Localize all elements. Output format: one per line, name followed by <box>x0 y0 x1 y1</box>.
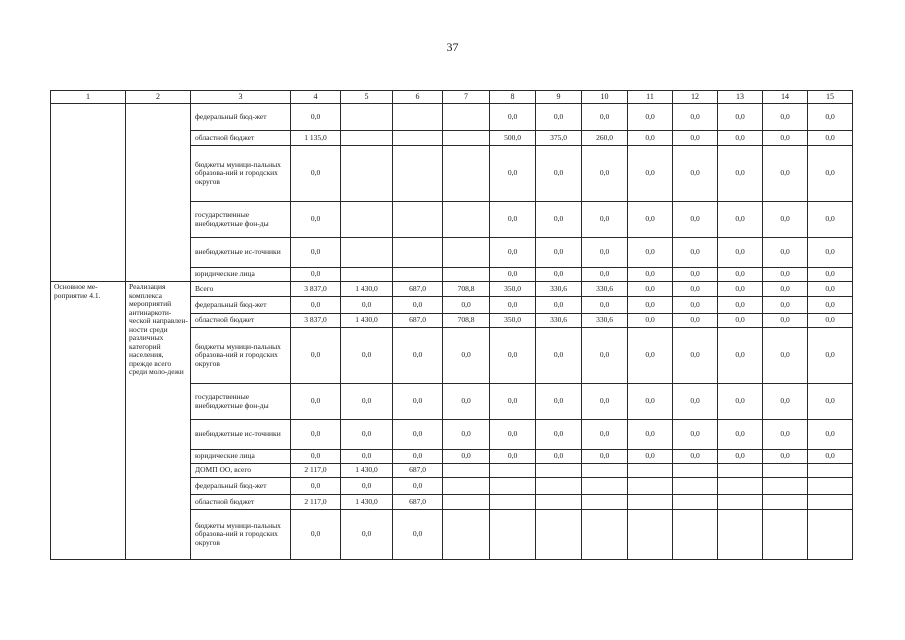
value-cell <box>536 495 582 510</box>
header-cell: 3 <box>191 91 291 104</box>
value-cell: 0,0 <box>808 282 853 297</box>
value-cell <box>393 202 443 238</box>
value-cell: 260,0 <box>582 131 628 146</box>
value-cell <box>393 238 443 268</box>
value-cell <box>763 478 808 495</box>
value-cell <box>341 202 393 238</box>
value-cell: 0,0 <box>536 202 582 238</box>
value-cell: 330,6 <box>536 282 582 297</box>
value-cell: 0,0 <box>673 450 718 464</box>
funding-source-label: областной бюджет <box>191 131 291 146</box>
value-cell: 0,0 <box>291 478 341 495</box>
value-cell: 0,0 <box>582 202 628 238</box>
value-cell <box>341 104 393 131</box>
header-cell: 5 <box>341 91 393 104</box>
value-cell: 0,0 <box>808 328 853 384</box>
value-cell <box>393 146 443 202</box>
header-cell: 13 <box>718 91 763 104</box>
value-cell: 0,0 <box>673 297 718 314</box>
value-cell <box>393 104 443 131</box>
value-cell: 0,0 <box>718 450 763 464</box>
header-row <box>51 91 853 104</box>
value-cell: 0,0 <box>443 384 490 420</box>
funding-source-label: федеральный бюд-жет <box>191 478 291 495</box>
value-cell: 0,0 <box>536 450 582 464</box>
funding-source-label: областной бюджет <box>191 495 291 510</box>
value-cell: 375,0 <box>536 131 582 146</box>
value-cell <box>763 495 808 510</box>
value-cell <box>443 268 490 282</box>
funding-source-label: Всего <box>191 282 291 297</box>
value-cell: 0,0 <box>628 420 673 450</box>
value-cell <box>763 464 808 478</box>
value-cell: 0,0 <box>291 384 341 420</box>
value-cell: 0,0 <box>393 384 443 420</box>
value-cell: 0,0 <box>291 146 341 202</box>
value-cell <box>718 510 763 560</box>
value-cell: 0,0 <box>628 314 673 328</box>
value-cell: 0,0 <box>808 146 853 202</box>
value-cell: 500,0 <box>490 131 536 146</box>
value-cell: 0,0 <box>718 420 763 450</box>
value-cell <box>582 510 628 560</box>
value-cell <box>443 131 490 146</box>
value-cell: 0,0 <box>718 202 763 238</box>
budget-table <box>50 90 853 560</box>
value-cell: 0,0 <box>673 268 718 282</box>
value-cell <box>763 510 808 560</box>
value-cell: 0,0 <box>341 510 393 560</box>
value-cell <box>341 238 393 268</box>
value-cell: 1 430,0 <box>341 464 393 478</box>
funding-source-label: федеральный бюд-жет <box>191 104 291 131</box>
funding-source-label: бюджеты муници-пальных образова-ний и городских округов <box>191 328 291 384</box>
value-cell <box>536 478 582 495</box>
value-cell <box>582 478 628 495</box>
value-cell <box>393 131 443 146</box>
value-cell: 0,0 <box>393 328 443 384</box>
value-cell: 0,0 <box>808 238 853 268</box>
value-cell: 687,0 <box>393 282 443 297</box>
value-cell: 0,0 <box>582 104 628 131</box>
value-cell <box>443 104 490 131</box>
value-cell: 0,0 <box>808 131 853 146</box>
value-cell: 0,0 <box>628 384 673 420</box>
value-cell: 0,0 <box>628 297 673 314</box>
value-cell: 0,0 <box>808 450 853 464</box>
value-cell <box>673 464 718 478</box>
funding-source-label: бюджеты муници-пальных образова-ний и городских округов <box>191 510 291 560</box>
value-cell: 0,0 <box>628 202 673 238</box>
value-cell <box>628 495 673 510</box>
value-cell: 0,0 <box>443 328 490 384</box>
header-cell: 10 <box>582 91 628 104</box>
value-cell: 0,0 <box>291 238 341 268</box>
value-cell: 0,0 <box>808 420 853 450</box>
funding-source-label: юридические лица <box>191 268 291 282</box>
value-cell: 708,8 <box>443 282 490 297</box>
header-cell: 11 <box>628 91 673 104</box>
funding-source-label: федеральный бюд-жет <box>191 297 291 314</box>
value-cell: 0,0 <box>490 202 536 238</box>
funding-source-label: внебюджетные ис-точники <box>191 420 291 450</box>
header-cell: 14 <box>763 91 808 104</box>
value-cell <box>443 146 490 202</box>
header-cell: 4 <box>291 91 341 104</box>
value-cell: 0,0 <box>808 104 853 131</box>
header-cell: 1 <box>51 91 126 104</box>
value-cell: 0,0 <box>536 420 582 450</box>
table-row <box>51 282 853 297</box>
value-cell: 0,0 <box>673 146 718 202</box>
value-cell: 0,0 <box>808 297 853 314</box>
value-cell: 0,0 <box>291 420 341 450</box>
value-cell: 0,0 <box>718 131 763 146</box>
value-cell: 0,0 <box>763 282 808 297</box>
header-cell: 8 <box>490 91 536 104</box>
value-cell: 0,0 <box>763 314 808 328</box>
value-cell: 0,0 <box>291 328 341 384</box>
value-cell: 0,0 <box>393 510 443 560</box>
value-cell <box>443 510 490 560</box>
description-cell <box>126 104 191 282</box>
value-cell <box>341 268 393 282</box>
value-cell: 0,0 <box>341 478 393 495</box>
value-cell <box>341 131 393 146</box>
value-cell: 0,0 <box>341 328 393 384</box>
value-cell <box>443 464 490 478</box>
value-cell <box>673 478 718 495</box>
value-cell: 0,0 <box>673 384 718 420</box>
header-cell: 9 <box>536 91 582 104</box>
value-cell: 0,0 <box>582 420 628 450</box>
value-cell: 0,0 <box>582 238 628 268</box>
value-cell: 0,0 <box>628 450 673 464</box>
page-number: 37 <box>446 40 459 54</box>
value-cell: 0,0 <box>808 314 853 328</box>
value-cell <box>443 238 490 268</box>
value-cell <box>582 464 628 478</box>
value-cell: 0,0 <box>291 510 341 560</box>
value-cell: 0,0 <box>808 202 853 238</box>
value-cell: 0,0 <box>673 314 718 328</box>
value-cell: 0,0 <box>628 238 673 268</box>
value-cell: 0,0 <box>628 131 673 146</box>
value-cell: 0,0 <box>808 384 853 420</box>
value-cell <box>718 495 763 510</box>
value-cell <box>628 478 673 495</box>
value-cell: 0,0 <box>673 420 718 450</box>
value-cell: 0,0 <box>628 146 673 202</box>
value-cell: 0,0 <box>628 268 673 282</box>
activity-cell <box>51 104 126 282</box>
value-cell: 0,0 <box>718 238 763 268</box>
value-cell: 1 135,0 <box>291 131 341 146</box>
value-cell: 0,0 <box>763 297 808 314</box>
value-cell <box>443 495 490 510</box>
value-cell: 0,0 <box>628 328 673 384</box>
value-cell: 0,0 <box>490 104 536 131</box>
value-cell <box>490 464 536 478</box>
value-cell: 0,0 <box>718 314 763 328</box>
value-cell: 1 430,0 <box>341 314 393 328</box>
header-cell: 15 <box>808 91 853 104</box>
value-cell: 2 117,0 <box>291 495 341 510</box>
value-cell: 3 837,0 <box>291 282 341 297</box>
value-cell: 0,0 <box>718 104 763 131</box>
value-cell <box>443 478 490 495</box>
value-cell: 0,0 <box>291 297 341 314</box>
value-cell: 0,0 <box>718 282 763 297</box>
value-cell: 330,6 <box>582 282 628 297</box>
value-cell: 0,0 <box>628 104 673 131</box>
activity-cell: Основное ме-роприятие 4.1. <box>51 282 126 560</box>
funding-source-label: областной бюджет <box>191 314 291 328</box>
value-cell <box>628 464 673 478</box>
value-cell: 708,8 <box>443 314 490 328</box>
value-cell: 0,0 <box>490 238 536 268</box>
value-cell <box>490 510 536 560</box>
value-cell: 0,0 <box>763 384 808 420</box>
value-cell: 0,0 <box>582 268 628 282</box>
value-cell <box>582 495 628 510</box>
value-cell: 0,0 <box>490 420 536 450</box>
funding-source-label: государственные внебюджетные фон-ды <box>191 384 291 420</box>
value-cell <box>443 202 490 238</box>
value-cell: 1 430,0 <box>341 495 393 510</box>
value-cell: 0,0 <box>718 384 763 420</box>
value-cell: 0,0 <box>763 131 808 146</box>
value-cell: 0,0 <box>443 450 490 464</box>
value-cell: 0,0 <box>536 146 582 202</box>
funding-source-label: юридические лица <box>191 450 291 464</box>
value-cell <box>808 510 853 560</box>
value-cell: 0,0 <box>393 297 443 314</box>
value-cell: 0,0 <box>291 202 341 238</box>
value-cell: 0,0 <box>582 146 628 202</box>
value-cell: 0,0 <box>673 131 718 146</box>
value-cell: 0,0 <box>536 328 582 384</box>
value-cell: 0,0 <box>341 384 393 420</box>
value-cell: 0,0 <box>763 238 808 268</box>
value-cell: 0,0 <box>763 104 808 131</box>
value-cell: 0,0 <box>763 328 808 384</box>
header-cell: 6 <box>393 91 443 104</box>
value-cell: 3 837,0 <box>291 314 341 328</box>
value-cell <box>393 268 443 282</box>
value-cell <box>490 478 536 495</box>
value-cell: 0,0 <box>341 450 393 464</box>
value-cell: 0,0 <box>393 420 443 450</box>
value-cell <box>341 146 393 202</box>
value-cell: 0,0 <box>718 146 763 202</box>
funding-source-label: внебюджетные ис-точники <box>191 238 291 268</box>
description-cell: Реализация комплекса мероприятий антинаркоти-ческой направлен-ности среди различных категорий населения, прежде всего среди моло-дежи <box>126 282 191 560</box>
value-cell: 0,0 <box>490 328 536 384</box>
funding-source-label: государственные внебюджетные фон-ды <box>191 202 291 238</box>
value-cell: 0,0 <box>673 282 718 297</box>
value-cell <box>490 495 536 510</box>
value-cell: 0,0 <box>536 268 582 282</box>
value-cell: 330,6 <box>536 314 582 328</box>
value-cell: 0,0 <box>490 268 536 282</box>
value-cell: 0,0 <box>673 328 718 384</box>
value-cell <box>536 464 582 478</box>
value-cell: 0,0 <box>393 450 443 464</box>
value-cell <box>673 510 718 560</box>
value-cell: 687,0 <box>393 464 443 478</box>
value-cell: 687,0 <box>393 495 443 510</box>
header-cell: 7 <box>443 91 490 104</box>
header-cell: 12 <box>673 91 718 104</box>
value-cell: 0,0 <box>763 146 808 202</box>
value-cell: 0,0 <box>341 297 393 314</box>
value-cell: 687,0 <box>393 314 443 328</box>
value-cell: 0,0 <box>536 384 582 420</box>
value-cell: 0,0 <box>673 238 718 268</box>
value-cell: 350,0 <box>490 314 536 328</box>
value-cell: 2 117,0 <box>291 464 341 478</box>
value-cell: 0,0 <box>536 238 582 268</box>
value-cell: 0,0 <box>393 478 443 495</box>
value-cell: 0,0 <box>763 450 808 464</box>
value-cell: 330,6 <box>582 314 628 328</box>
value-cell <box>808 478 853 495</box>
value-cell: 0,0 <box>341 420 393 450</box>
header-cell: 2 <box>126 91 191 104</box>
value-cell: 0,0 <box>291 268 341 282</box>
value-cell: 0,0 <box>718 268 763 282</box>
value-cell: 0,0 <box>443 297 490 314</box>
value-cell: 0,0 <box>582 297 628 314</box>
value-cell: 0,0 <box>490 384 536 420</box>
value-cell: 0,0 <box>718 297 763 314</box>
value-cell: 0,0 <box>718 328 763 384</box>
value-cell: 0,0 <box>763 202 808 238</box>
value-cell <box>536 510 582 560</box>
value-cell: 0,0 <box>490 450 536 464</box>
value-cell: 0,0 <box>291 104 341 131</box>
value-cell <box>718 464 763 478</box>
value-cell: 0,0 <box>291 450 341 464</box>
value-cell <box>808 495 853 510</box>
value-cell: 0,0 <box>763 268 808 282</box>
value-cell: 0,0 <box>536 297 582 314</box>
value-cell: 0,0 <box>582 450 628 464</box>
value-cell: 1 430,0 <box>341 282 393 297</box>
value-cell: 0,0 <box>808 268 853 282</box>
value-cell: 0,0 <box>582 384 628 420</box>
value-cell: 0,0 <box>673 202 718 238</box>
value-cell: 0,0 <box>490 146 536 202</box>
value-cell <box>628 510 673 560</box>
value-cell <box>718 478 763 495</box>
value-cell <box>673 495 718 510</box>
value-cell: 0,0 <box>763 420 808 450</box>
value-cell <box>808 464 853 478</box>
value-cell: 350,0 <box>490 282 536 297</box>
value-cell: 0,0 <box>673 104 718 131</box>
funding-source-label: ДОМП ОО, всего <box>191 464 291 478</box>
value-cell: 0,0 <box>443 420 490 450</box>
value-cell: 0,0 <box>490 297 536 314</box>
funding-source-label: бюджеты муници-пальных образова-ний и городских округов <box>191 146 291 202</box>
table-row <box>51 104 853 131</box>
value-cell: 0,0 <box>582 328 628 384</box>
value-cell: 0,0 <box>628 282 673 297</box>
value-cell: 0,0 <box>536 104 582 131</box>
